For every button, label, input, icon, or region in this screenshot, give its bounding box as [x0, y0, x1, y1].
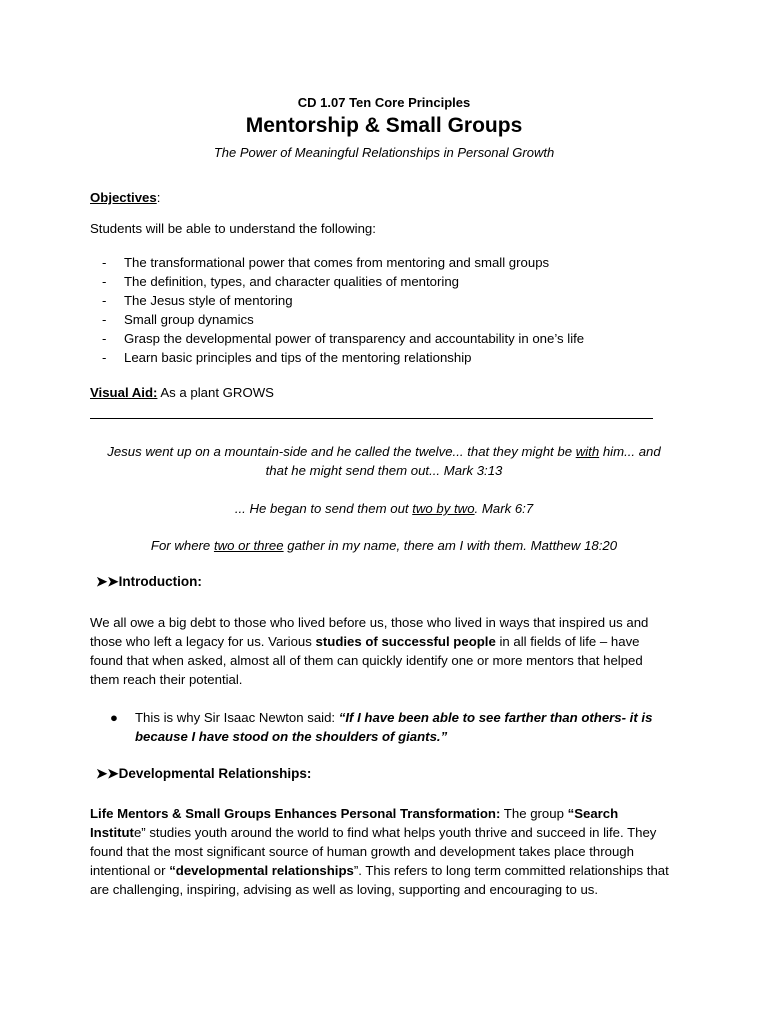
list-item	[90, 272, 584, 291]
paragraph-text: in all fields of life – have found that when asked, almost all of them can quickly identify one or more mentors that helped them reach their potential.	[90, 634, 643, 687]
page-subtitle: The Power of Meaningful Relationships in Personal Growth	[213, 145, 555, 160]
list-item-text: The transformational power that comes from mentoring and small groups	[124, 255, 550, 270]
paragraph-bold: “Search Institut	[90, 806, 619, 840]
course-code: CD 1.07 Ten Core Principles	[297, 95, 471, 110]
objectives-label	[90, 190, 160, 205]
dash-marker: -	[102, 293, 107, 308]
verse-text: . Mark 6:7	[474, 501, 534, 516]
verse-line-1	[0, 442, 768, 461]
introduction-paragraph	[90, 613, 675, 689]
verse-mark-3-13	[0, 442, 768, 480]
visual-aid	[90, 385, 274, 400]
paragraph-text: e” studies youth around the world to find what helps youth thrive and succeed in life. They found that the most significant source of human growth and development takes place through intentional or	[90, 825, 657, 878]
objectives-label-text: Objectives	[90, 190, 157, 205]
list-item	[90, 291, 584, 310]
list-item	[90, 329, 584, 348]
verse-underlined: with	[575, 444, 600, 459]
dash-marker: -	[102, 255, 107, 270]
bullet-icon: ●	[110, 710, 118, 725]
verse-text: Jesus went up on a mountain-side and he called the twelve... that they might be	[107, 444, 576, 459]
list-item-text: The Jesus style of mentoring	[124, 293, 293, 308]
list-item-text: Small group dynamics	[124, 312, 254, 327]
page-title: Mentorship & Small Groups	[245, 114, 523, 137]
visual-aid-label: Visual Aid:	[90, 385, 158, 400]
objectives-list	[90, 253, 584, 367]
verse-underlined: two or three	[213, 538, 284, 553]
objectives-intro: Students will be able to understand the following:	[90, 221, 376, 236]
dash-marker: -	[102, 274, 107, 289]
dash-marker: -	[102, 331, 107, 346]
developmental-paragraph	[90, 804, 675, 899]
verse-mark-6-7	[0, 499, 768, 518]
list-item	[90, 310, 584, 329]
paragraph-bold: studies of successful people	[315, 634, 496, 649]
newton-quote-text	[135, 708, 675, 746]
verse-underlined: two by two	[412, 501, 475, 516]
objectives-colon: :	[156, 190, 161, 205]
verse-matthew-18-20	[0, 536, 768, 555]
developmental-heading: ➤➤Developmental Relationships:	[96, 766, 312, 781]
list-item-text: Learn basic principles and tips of the mentoring relationship	[124, 350, 472, 365]
list-item-text: Grasp the developmental power of transparency and accountability in one’s life	[124, 331, 585, 346]
newton-quote: “If I have been able to see farther than others- it is because I have stood on the shoulders of giants.”	[135, 710, 653, 744]
paragraph-text: The group	[500, 806, 568, 821]
quote-lead: This is why Sir Isaac Newton said:	[135, 710, 339, 725]
paragraph-text: We all owe a big debt to those who lived before us, those who lived in ways that inspired us and those who left a legacy for us. Various	[90, 615, 649, 649]
list-item	[90, 348, 584, 367]
list-item	[90, 253, 584, 272]
introduction-heading: ➤➤Introduction:	[96, 574, 202, 589]
visual-aid-text: As a plant GROWS	[157, 385, 274, 400]
verse-text: For where	[150, 538, 214, 553]
verse-text: gather in my name, there am I with them. Matthew 18:20	[283, 538, 618, 553]
verse-text: ... He began to send them out	[234, 501, 413, 516]
paragraph-bold: Life Mentors & Small Groups Enhances Personal Transformation:	[90, 806, 501, 821]
verse-line-2: that he might send them out... Mark 3:13	[265, 463, 503, 478]
paragraph-text: ”. This refers to long term committed relationships that are challenging, inspiring, advising as well as loving, supporting and encouraging to us.	[90, 863, 669, 897]
divider-line	[90, 418, 653, 419]
list-item-text: The definition, types, and character qualities of mentoring	[124, 274, 460, 289]
verse-text: him... and	[599, 444, 661, 459]
dash-marker: -	[102, 350, 107, 365]
dash-marker: -	[102, 312, 107, 327]
paragraph-bold: “developmental relationships	[169, 863, 354, 878]
